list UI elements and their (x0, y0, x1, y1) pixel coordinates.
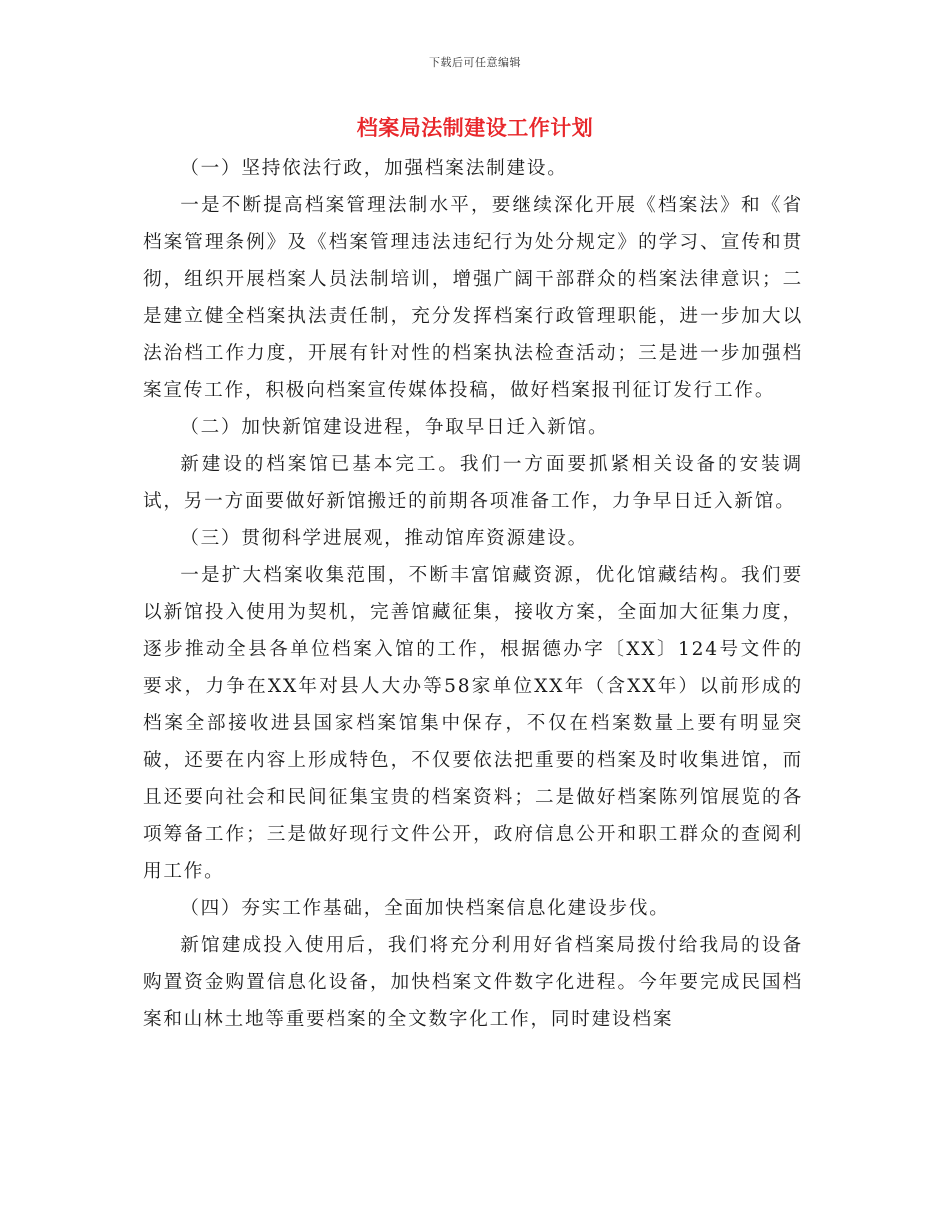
section-heading-1: （一）坚持依法行政，加强档案法制建设。 (180, 158, 568, 179)
section-heading-3: （三）贯彻科学进展观，推动馆库资源建设。 (180, 528, 589, 549)
section-heading-4: （四）夯实工作基础，全面加快档案信息化建设步伐。 (180, 898, 670, 919)
page-header-note: 下载后可任意编辑 (429, 56, 521, 69)
paragraph-4: 新馆建成投入使用后，我们将充分利用好省档案局拨付给我局的设备购置资金购置信息化设备，加快档案文件数字化进程。今年要完成民国档案和山林土地等重要档案的全文数字化工作，同时建设档案 (143, 935, 803, 1030)
paragraph-3: 一是扩大档案收集范围，不断丰富馆藏资源，优化馆藏结构。我们要以新馆投入使用为契机，完善馆藏征集，接收方案，全面加大征集力度，逐步推动全县各单位档案入馆的工作，根据德办字〔XX〕124号文件的要求，力争在XX年对县人大办等58家单位XX年（含XX年）以前形成的档案全部接收进县国家档案馆集中保存，不仅在档案数量上要有明显突破，还要在内容上形成特色，不仅要依法把重要的档案及时收集进馆，而且还要向社会和民间征集宝贵的档案资料；二是做好档案陈列馆展览的各项筹备工作；三是做好现行文件公开，政府信息公开和职工群众的查阅利用工作。 (143, 565, 803, 882)
paragraph-1: 一是不断提高档案管理法制水平，要继续深化开展《档案法》和《省档案管理条例》及《档案管理违法违纪行为处分规定》的学习、宣传和贯彻，组织开展档案人员法制培训，增强广阔干部群众的档案法律意识；二是建立健全档案执法责任制，充分发挥档案行政管理职能，进一步加大以法治档工作力度，开展有针对性的档案执法检查活动；三是进一步加强档案宣传工作，积极向档案宣传媒体投稿，做好档案报刊征订发行工作。 (143, 195, 803, 401)
document-body (143, 150, 803, 1038)
document-title: 档案局法制建设工作计划 (356, 115, 594, 140)
paragraph-2: 新建设的档案馆已基本完工。我们一方面要抓紧相关设备的安装调试，另一方面要做好新馆搬迁的前期各项准备工作，力争早日迁入新馆。 (143, 454, 803, 512)
section-heading-2: （二）加快新馆建设进程，争取早日迁入新馆。 (180, 417, 609, 438)
